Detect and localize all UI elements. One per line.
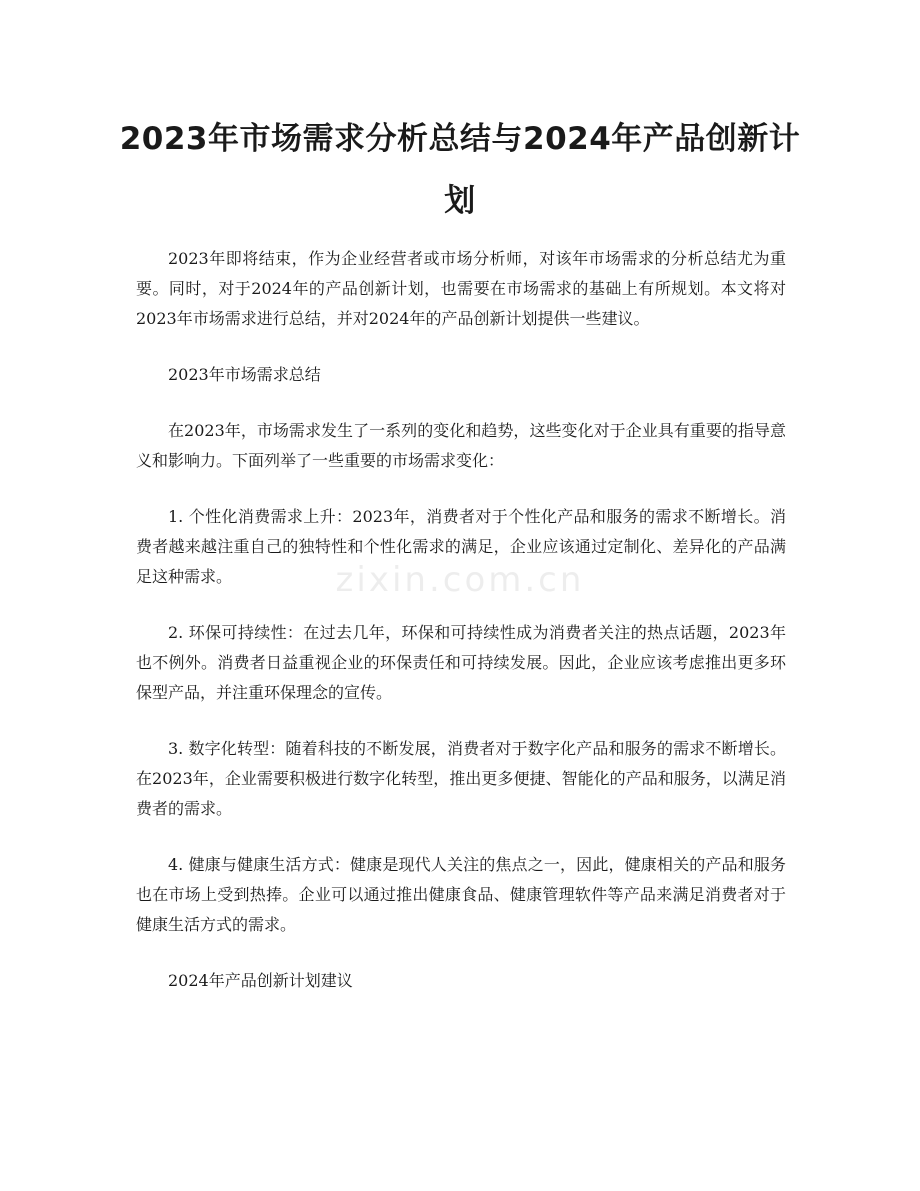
- document-body: [136, 244, 786, 1022]
- section-heading-2023-summary: 2023年市场需求总结: [168, 365, 321, 384]
- list-item-sustainability: 2. 环保可持续性：在过去几年，环保和可持续性成为消费者关注的热点话题，2023年也不例外。消费者日益重视企业的环保责任和可持续发展。因此，企业应该考虑推出更多环保型产品，并注重环保理念的宣传。: [136, 623, 786, 702]
- document-title: 2023年市场需求分析总结与2024年产品创新计划: [119, 121, 801, 219]
- list-item-personalization: 1. 个性化消费需求上升：2023年，消费者对于个性化产品和服务的需求不断增长。消费者越来越注重自己的独特性和个性化需求的满足，企业应该通过定制化、差异化的产品满足这种需求。: [136, 507, 786, 586]
- summary-intro-paragraph: 在2023年，市场需求发生了一系列的变化和趋势，这些变化对于企业具有重要的指导意义和影响力。下面列举了一些重要的市场需求变化：: [136, 421, 786, 470]
- intro-paragraph: 2023年即将结束，作为企业经营者或市场分析师，对该年市场需求的分析总结尤为重要。同时，对于2024年的产品创新计划，也需要在市场需求的基础上有所规划。本文将对2023年市场需求进行总结，并对2024年的产品创新计划提供一些建议。: [136, 249, 786, 328]
- section-heading-2024-plan: 2024年产品创新计划建议: [168, 971, 353, 990]
- list-item-digital-transformation: 3. 数字化转型：随着科技的不断发展，消费者对于数字化产品和服务的需求不断增长。在2023年，企业需要积极进行数字化转型，推出更多便捷、智能化的产品和服务，以满足消费者的需求。: [136, 739, 786, 818]
- list-item-health-lifestyle: 4. 健康与健康生活方式：健康是现代人关注的焦点之一，因此，健康相关的产品和服务也在市场上受到热捧。企业可以通过推出健康食品、健康管理软件等产品来满足消费者对于健康生活方式的需求。: [136, 855, 786, 934]
- watermark: zixin.com.cn: [335, 560, 585, 600]
